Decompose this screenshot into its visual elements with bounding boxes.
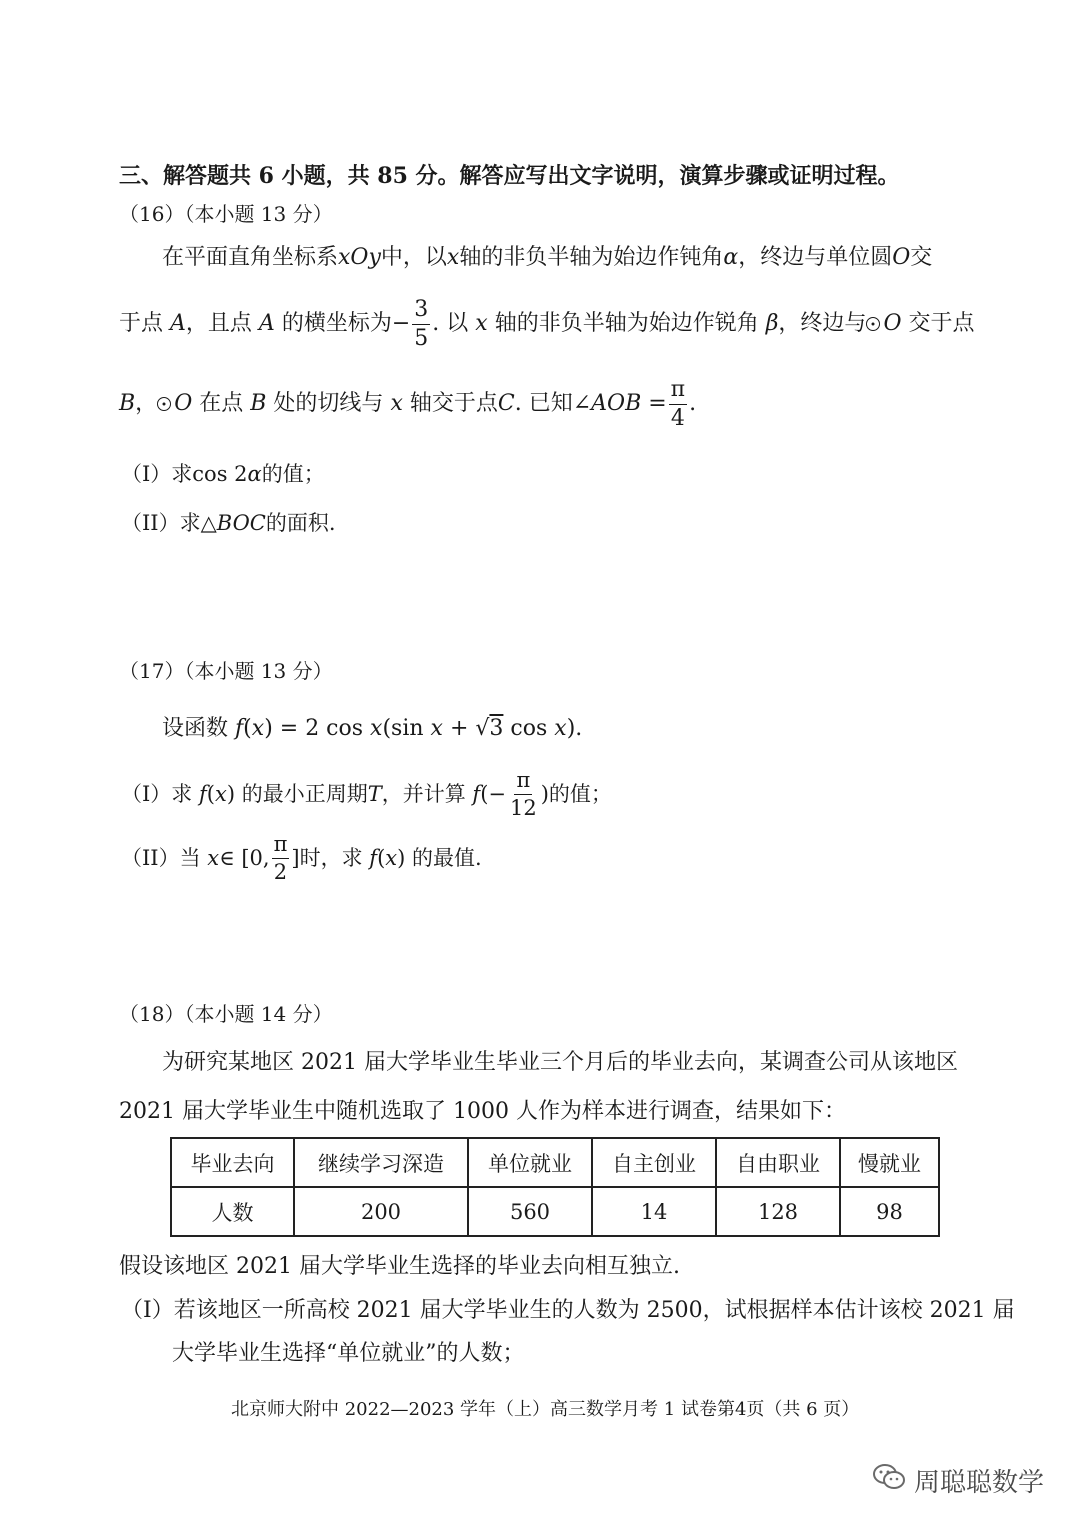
circle-dot-icon xyxy=(157,397,171,411)
q17-definition: 设函数 f(x) = 2 cos x(sin x + √3 cos x). xyxy=(162,716,583,741)
q16-part1: （I）求cos 2α的值； xyxy=(121,462,325,486)
table-header-cell: 慢就业 xyxy=(840,1138,939,1187)
wechat-watermark xyxy=(872,1462,1044,1499)
q16-line2: 于点 A ，且点 A 的横坐标为 − $\frac{3}{5}$ . 以 x 轴的非负半轴为始边作锐角 β ，终边与 O 交于点 xyxy=(119,296,975,351)
table-row xyxy=(171,1187,939,1236)
q18-title: （18）（本小题 14 分） xyxy=(119,1002,333,1026)
q16-title: （16）（本小题 13 分） xyxy=(119,202,333,226)
graduation-destination-table xyxy=(170,1137,940,1237)
q18-part1-line2: 大学毕业生选择“单位就业”的人数； xyxy=(172,1341,525,1366)
wechat-icon xyxy=(872,1462,906,1499)
table-header-cell: 自由职业 xyxy=(716,1138,840,1187)
circle-dot-icon xyxy=(866,317,880,331)
table-row-label: 人数 xyxy=(171,1187,294,1236)
table-header-cell: 毕业去向 xyxy=(171,1138,294,1187)
q16-line3: B ， O 在点 B 处的切线与 x 轴交于点 C . 已知 ∠AOB = $\frac{\pi}{4}$ . xyxy=(119,376,697,431)
q17-part1: （I）求 f ( x ) 的最小正周期 T ，并计算 f (− $\frac{\pi}{12}$ ) 的值； xyxy=(121,767,612,820)
watermark-text: 周聪聪数学 xyxy=(913,1468,1044,1498)
table-cell: 14 xyxy=(592,1187,716,1236)
fraction-three-fifths: $\frac{3}{5}$ xyxy=(414,296,429,351)
fraction-pi-over-4: $\frac{\pi}{4}$ xyxy=(670,376,686,431)
table-cell: 560 xyxy=(468,1187,592,1236)
q18-paragraph-line1: 为研究某地区 2021 届大学毕业生毕业三个月后的毕业去向，某调查公司从该地区 xyxy=(162,1050,958,1075)
table-cell: 98 xyxy=(840,1187,939,1236)
table-header-cell: 自主创业 xyxy=(592,1138,716,1187)
q17-title: （17）（本小题 13 分） xyxy=(119,659,333,683)
page-footer: 北京师大附中 2022—2023 学年（上）高三数学月考 1 试卷第4页（共 6 页） xyxy=(231,1399,860,1420)
q16-part2: （II）求△BOC的面积. xyxy=(121,511,336,535)
section-header: 三、解答题共 6 小题，共 85 分。解答应写出文字说明，演算步骤或证明过程。 xyxy=(119,163,900,189)
table-cell: 200 xyxy=(294,1187,468,1236)
q18-assumption: 假设该地区 2021 届大学毕业生选择的毕业去向相互独立. xyxy=(119,1254,680,1279)
table-cell: 128 xyxy=(716,1187,840,1236)
q18-paragraph-line2: 2021 届大学毕业生中随机选取了 1000 人作为样本进行调查，结果如下： xyxy=(119,1099,846,1124)
table-header-cell: 继续学习深造 xyxy=(294,1138,468,1187)
fraction-pi-over-12: $\frac{\pi}{12}$ xyxy=(509,767,537,820)
q18-part1-line1: （I）若该地区一所高校 2021 届大学毕业生的人数为 2500，试根据样本估计该校 2021 届 xyxy=(121,1298,1015,1323)
q17-part2: （II）当 x ∈ [0, $\frac{\pi}{2}$ ]时，求 f ( x ) 的最值. xyxy=(121,831,482,884)
fraction-pi-over-2: $\frac{\pi}{2}$ xyxy=(273,831,288,884)
q16-line1: 在平面直角坐标系xOy中，以x轴的非负半轴为始边作钝角α，终边与单位圆O交 xyxy=(162,245,933,270)
table-header-row xyxy=(171,1138,939,1187)
table-header-cell: 单位就业 xyxy=(468,1138,592,1187)
